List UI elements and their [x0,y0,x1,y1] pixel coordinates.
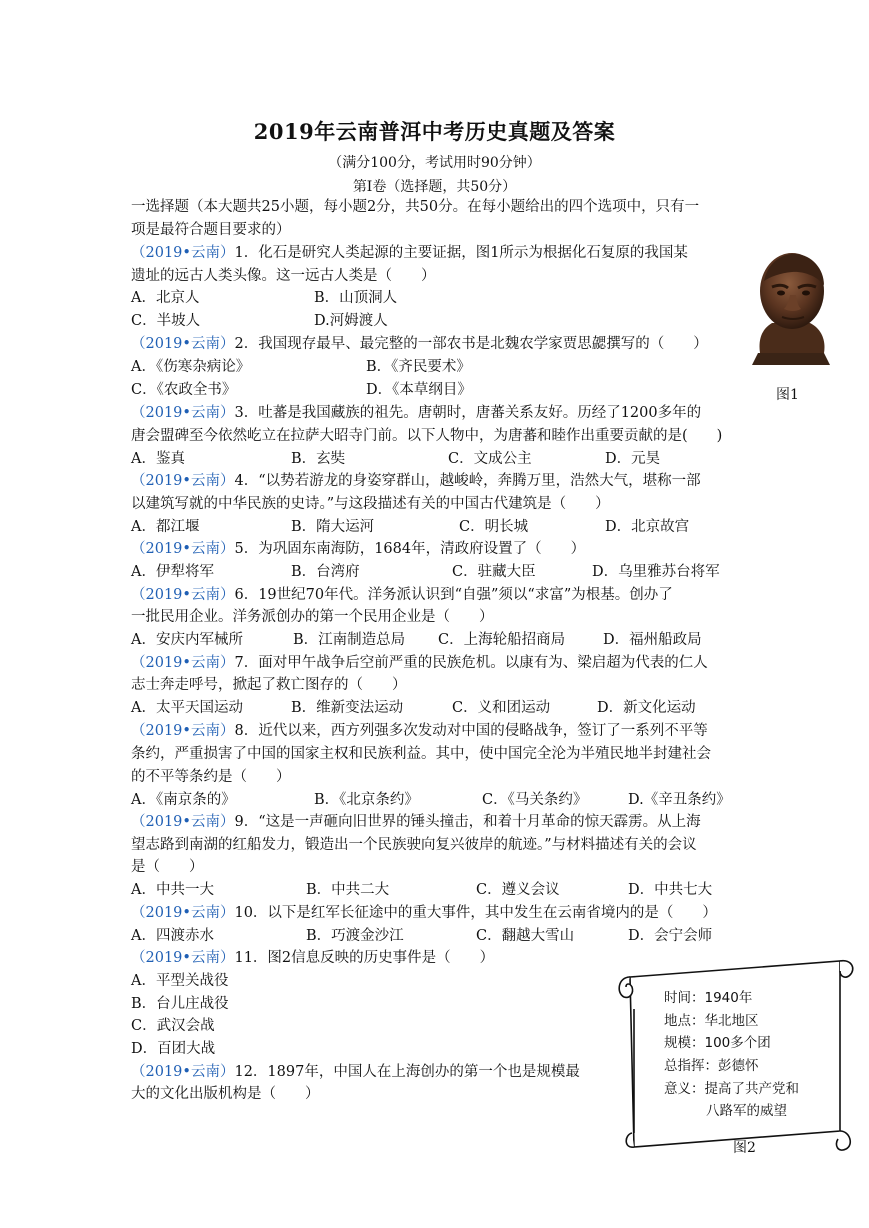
question-4-option-c: C．明长城 [459,519,529,535]
question-4-line-1: （2019•云南）4．“以势若游龙的身姿穿群山，越峻岭，奔腾万里，浩然大气，堪称一部 [131,473,701,489]
question-7-option-a: A．太平天国运动 [131,700,243,716]
question-8-option-d: D.《辛丑条约》 [628,792,731,808]
question-9-option-d: D．中共七大 [628,882,713,898]
question-12-line-1: （2019•云南）12．1897年，中国人在上海创办的第一个也是规模最 [131,1064,580,1080]
question-7-line-1: （2019•云南）7．面对甲午战争后空前严重的民族危机。以康有为、梁启超为代表的仁人 [131,655,708,671]
question-8-option-b: B．《北京条约》 [314,792,419,808]
part-heading: 第Ⅰ卷（选择题，共50分） [352,179,517,195]
figure-2-time: 时间：1940年 [664,990,753,1006]
question-9-option-b: B．中共二大 [306,882,390,898]
question-11-option-c: C．武汉会战 [131,1018,215,1034]
scroll-icon [612,949,858,1161]
question-11-option-b: B．台儿庄战役 [131,996,229,1012]
question-9-line-2: 望志路到南湖的红船发力，锻造出一个民族驶向复兴彼岸的航迹。”与材料描述有关的会议 [131,837,697,853]
page-title: 2019年云南普洱中考历史真题及答案 [253,119,616,144]
question-11-option-a: A．平型关战役 [131,973,229,989]
question-3-option-c: C．文成公主 [448,451,532,467]
question-6-option-c: C．上海轮船招商局 [438,632,566,648]
question-6-option-b: B．江南制造总局 [293,632,406,648]
question-9-line-3: 是（ ） [131,859,204,875]
question-3-option-b: B．玄奘 [291,451,346,467]
question-5-option-c: C．驻藏大臣 [452,564,536,580]
figure-2-significance-1: 意义：提高了共产党和 [664,1081,799,1097]
question-2-option-d: D．《本草纲目》 [366,382,472,398]
question-6-line-1: （2019•云南）6．19世纪70年代。洋务派认识到“自强”须以“求富”为根基。创办了 [131,587,673,603]
figure-2-place: 地点：华北地区 [664,1013,759,1029]
question-8-line-3: 的不平等条约是（ ） [131,769,291,785]
question-2-option-c: C．《农政全书》 [131,382,237,398]
question-1-option-d: D.河姆渡人 [314,313,388,329]
question-2-option-b: B．《齐民要术》 [366,359,471,375]
question-9-line-1: （2019•云南）9．“这是一声砸向旧世界的锤头撞击，和着十月革命的惊天霹雳。从上海 [131,814,701,830]
question-7-option-d: D．新文化运动 [597,700,696,716]
question-6-option-d: D．福州船政局 [603,632,702,648]
question-2-line-1: （2019•云南）2．我国现存最早、最完整的一部农书是北魏农学家贾思勰撰写的（ ） [131,336,708,352]
question-5-option-d: D．乌里雅苏台将军 [592,564,720,580]
question-11-option-d: D．百团大战 [131,1041,216,1057]
question-tag: （2019•云南） [131,245,235,261]
question-8-line-2: 条约，严重损害了中国的国家主权和民族利益。其中，使中国完全沦为半殖民地半封建社会 [131,746,711,762]
question-7-option-c: C．义和团运动 [452,700,551,716]
question-10-option-c: C．翻越大雪山 [476,928,575,944]
ancient-human-head-bust-icon [738,247,844,372]
question-8-option-c: C．《马关条约》 [482,792,588,808]
question-8-line-1: （2019•云南）8．近代以来，西方列强多次发动对中国的侵略战争，签订了一系列不平等 [131,723,708,739]
question-1-line-1: （2019•云南）1．化石是研究人类起源的主要证据，图1所示为根据化石复原的我国某 [131,245,688,261]
question-4-option-b: B．隋大运河 [291,519,375,535]
instructions-line-2: 项是最符合题目要求的） [131,222,291,238]
question-2-option-a: A．《伤寒杂病论》 [131,359,251,375]
figure-1-caption: 图1 [776,387,799,403]
question-3-option-a: A．鉴真 [131,451,185,467]
question-8-option-a: A．《南京条的》 [131,792,236,808]
question-3-option-d: D．元昊 [605,451,661,467]
question-7-line-2: 志士奔走呼号，掀起了救亡图存的（ ） [131,677,407,693]
question-6-option-a: A．安庆内军械所 [131,632,243,648]
question-3-line-1: （2019•云南）3．吐蕃是我国藏族的祖先。唐朝时，唐蕃关系友好。历经了1200多年的 [131,405,702,421]
question-5-option-b: B．台湾府 [291,564,360,580]
figure-2-significance-2: 八路军的威望 [706,1103,787,1119]
score-info: （满分100分，考试用时90分钟） [328,155,541,171]
question-6-line-2: 一批民用企业。洋务派创办的第一个民用企业是（ ） [131,609,494,625]
question-9-option-c: C．遵义会议 [476,882,560,898]
question-11-line-1: （2019•云南）11．图2信息反映的历史事件是（ ） [131,950,495,966]
figure-2-scale: 规模：100多个团 [664,1035,771,1051]
question-1-option-a: A．北京人 [131,290,200,306]
question-10-line-1: （2019•云南）10．以下是红军长征途中的重大事件，其中发生在云南省境内的是（ ） [131,905,717,921]
question-4-option-a: A．都江堰 [131,519,200,535]
question-7-option-b: B．维新变法运动 [291,700,404,716]
question-1-option-c: C．半坡人 [131,313,201,329]
instructions-line-1: 一选择题（本大题共25小题，每小题2分，共50分。在每小题给出的四个选项中，只有一 [131,199,700,215]
question-10-option-a: A．四渡赤水 [131,928,214,944]
question-1-option-b: B．山顶洞人 [314,290,398,306]
figure-2-commander: 总指挥：彭德怀 [664,1058,759,1074]
question-5-line-1: （2019•云南）5．为巩固东南海防，1684年，清政府设置了（ ） [131,541,586,557]
question-12-line-2: 大的文化出版机构是（ ） [131,1086,320,1102]
question-10-option-d: D．会宁会师 [628,928,713,944]
question-9-option-a: A．中共一大 [131,882,214,898]
question-4-option-d: D．北京故宫 [605,519,690,535]
question-4-line-2: 以建筑写就的中华民族的史诗。”与这段描述有关的中国古代建筑是（ ） [131,496,610,512]
question-3-line-2: 唐会盟碑至今依然屹立在拉萨大昭寺门前。以下人物中，为唐蕃和睦作出重要贡献的是( ) [131,428,723,444]
question-5-option-a: A．伊犁将军 [131,564,214,580]
question-10-option-b: B．巧渡金沙江 [306,928,404,944]
figure-2-caption: 图2 [733,1140,756,1156]
question-1-line-2: 遗址的远古人类头像。这一远古人类是（ ） [131,268,436,284]
